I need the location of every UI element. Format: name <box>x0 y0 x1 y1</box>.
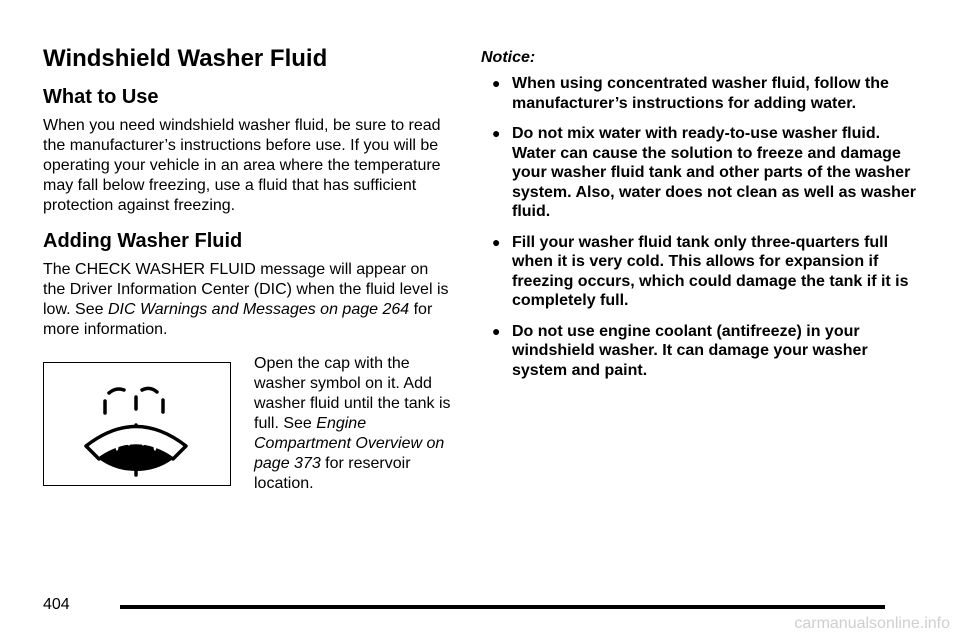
notice-title: Notice: <box>481 49 536 66</box>
engine-compartment-reference: Engine Compartment Overview on page 373 <box>254 415 445 472</box>
bullet-icon: ● <box>492 233 501 250</box>
figure-instructions <box>254 354 454 494</box>
dic-warnings-reference: DIC Warnings and Messages on page 264 <box>107 301 410 318</box>
figure-text-end: for reservoir location. <box>254 455 411 492</box>
adding-washer-fluid-body <box>43 260 453 340</box>
notice-item <box>481 124 921 222</box>
notice-list <box>481 74 921 380</box>
adding-body-end: for more information. <box>43 301 433 338</box>
notice-item-text: Do not use engine coolant (antifreeze) in your windshield washer. It can damage your washer system and paint. <box>512 322 868 379</box>
bullet-icon: ● <box>492 322 501 339</box>
what-to-use-heading: What to Use <box>43 86 159 108</box>
washer-fluid-symbol-icon <box>44 363 232 487</box>
watermark: carmanualsonline.info <box>794 615 950 632</box>
bullet-icon: ● <box>492 75 501 91</box>
figure-text-start: Open the cap with the washer symbol on it. Add washer fluid until the tank is full. See <box>254 355 451 432</box>
right-column <box>481 48 921 391</box>
notice-item-text: Fill your washer fluid tank only three-quarters full when it is very cold. This allows for expansion if freezing occurs, which could damage the tank if it is completely full. <box>512 233 909 309</box>
page-title: Windshield Washer Fluid <box>43 45 328 72</box>
notice-item <box>481 74 921 113</box>
left-column <box>43 44 453 494</box>
footer-rule <box>120 605 885 609</box>
notice-item-text: When using concentrated washer fluid, follow the manufacturer’s instructions for adding water. <box>512 75 889 112</box>
notice-item <box>481 233 921 311</box>
adding-washer-fluid-heading: Adding Washer Fluid <box>43 230 243 252</box>
washer-symbol-figure <box>43 362 231 486</box>
what-to-use-body: When you need windshield washer fluid, be sure to read the manufacturer’s instructions before use. If you will be operating your vehicle in an area where the temperature may fall below freezing, use a fluid that has sufficient protection against freezing. <box>43 117 441 214</box>
page-number: 404 <box>43 596 70 613</box>
bullet-icon: ● <box>492 125 501 141</box>
notice-item-text: Do not mix water with ready-to-use washer fluid. Water can cause the solution to freeze and damage your washer fluid tank and other parts of the washer system. Also, water does not clean as well as washer fluid. <box>512 125 917 220</box>
figure-row <box>43 354 453 494</box>
adding-body-start: The CHECK WASHER FLUID message will appear on the Driver Information Center (DIC) when the fluid level is low. See <box>43 261 449 318</box>
notice-item <box>481 322 921 381</box>
